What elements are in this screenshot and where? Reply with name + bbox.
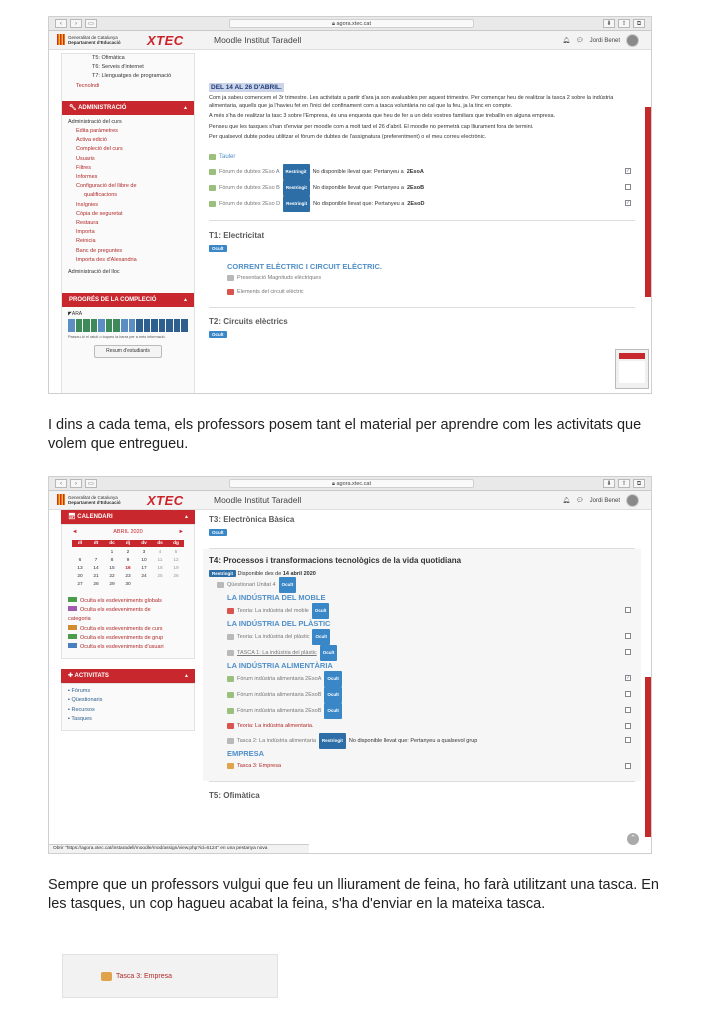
back-button[interactable]: ‹ xyxy=(55,479,67,488)
restriction-text: No disponible llevat que: Pertanyeu a xyxy=(313,200,405,207)
hidden-badge: Ocult xyxy=(312,629,330,645)
t1-heading: CORRENT ELÈCTRIC I CIRCUIT ELÈCTRIC. xyxy=(227,261,382,271)
section-title-t4[interactable]: T4: Processos i transformacions tecnològics de la vida quotidiana xyxy=(209,556,462,565)
alimentaria-forum-row xyxy=(227,703,635,719)
event-filter-link[interactable] xyxy=(68,606,194,615)
sidebar-topic-link[interactable]: T5: Ofimàtica xyxy=(92,55,125,61)
admin-item[interactable]: Banc de preguntes xyxy=(76,247,123,254)
calendar-block-header[interactable]: 📅︎ CALENDARI ▲ xyxy=(61,510,195,524)
progress-cell[interactable] xyxy=(83,319,90,332)
calendar-day[interactable]: 14 xyxy=(93,566,99,571)
hidden-badge: Ocult xyxy=(312,603,330,619)
admin-block-header[interactable]: 🔧︎ ADMINISTRACIÓ ▲ xyxy=(62,101,194,115)
chat-icon[interactable]: 💬︎ xyxy=(576,38,584,44)
event-filter-label: Oculta els esdeveniments de grup xyxy=(80,634,164,641)
completion-checkbox[interactable] xyxy=(625,763,631,769)
admin-item[interactable]: Administració del curs xyxy=(68,118,122,125)
course-main xyxy=(209,83,635,338)
completion-checkbox[interactable]: ✓ xyxy=(626,199,631,206)
pdf-icon xyxy=(227,723,234,729)
hidden-badge: Ocult xyxy=(209,245,227,252)
hidden-badge: Ocult xyxy=(209,331,227,338)
progress-now-label: ◤ARA xyxy=(68,311,83,318)
progress-hint: Passeu-hi el ratolí o toqueu la barra per a més informació. xyxy=(68,335,166,340)
progress-cell[interactable] xyxy=(129,319,136,332)
avatar[interactable] xyxy=(626,34,639,47)
sidebar-toggle-icon[interactable]: ▭ xyxy=(85,479,97,488)
alimentaria-forum-row xyxy=(227,671,635,687)
admin-item[interactable]: Còpia de seguretat xyxy=(76,210,123,217)
forum-list xyxy=(209,164,635,212)
calendar-day[interactable]: 11 xyxy=(157,558,163,563)
event-type-icon xyxy=(68,606,77,611)
tauler-link[interactable]: Tauler xyxy=(209,150,635,164)
calendar-day[interactable]: 10 xyxy=(141,558,147,563)
calendar-day xyxy=(88,550,104,555)
calendar-day[interactable]: 27 xyxy=(77,582,83,587)
admin-item[interactable]: Importa xyxy=(76,229,95,236)
restriction-text: No disponible llevat que: Pertanyeu a xyxy=(312,168,404,175)
assignment-icon: ▪ xyxy=(68,715,72,722)
forum-link[interactable]: Fòrum indústria alimentaria 2EsoA xyxy=(237,676,322,682)
xtec-logo[interactable]: XTEC xyxy=(147,33,184,48)
calendar-grid xyxy=(62,540,194,587)
share-icon[interactable]: ⇧ xyxy=(618,479,630,488)
announcement-paragraph: Per qualsevol dubte podeu utilitzar el fòrum de dubtes de l'assignatura (preferentment) o el meu correu electrònic. xyxy=(209,134,487,140)
calendar-day[interactable]: 22 xyxy=(109,574,115,579)
completion-checkbox[interactable] xyxy=(625,691,631,697)
calendar-day-header: dl xyxy=(72,540,88,547)
share-icon[interactable]: ⇧ xyxy=(618,19,630,28)
sidebar-topic-link[interactable]: Tecnolndi xyxy=(76,82,100,89)
restricted-badge: Restringit xyxy=(319,733,346,749)
hidden-badge: Ocult xyxy=(324,687,342,703)
forum-link[interactable]: Fòrum de dubtes 2Eso B xyxy=(219,184,280,191)
alimentaria-forums xyxy=(227,671,635,719)
calendar-prev-button[interactable]: ◄ xyxy=(72,529,78,535)
avatar[interactable] xyxy=(626,494,639,507)
completion-checkbox[interactable] xyxy=(625,184,631,190)
progress-cell[interactable] xyxy=(136,319,143,332)
completion-checkbox[interactable]: ✓ xyxy=(626,675,631,681)
section-title-t3[interactable]: T3: Electrònica Bàsica xyxy=(209,515,295,524)
progress-cell[interactable] xyxy=(91,319,98,332)
back-button[interactable]: ‹ xyxy=(55,19,67,28)
event-filter-label: Oculta els esdeveniments globals xyxy=(80,598,162,604)
calendar-day[interactable]: 20 xyxy=(77,574,83,579)
course-topics-list xyxy=(62,54,194,95)
activity-label: Recursos xyxy=(71,706,95,713)
hidden-badge: Ocult xyxy=(279,577,297,593)
page-scrollbar[interactable] xyxy=(645,677,651,837)
completion-checkbox[interactable] xyxy=(625,707,631,713)
calendar-day[interactable]: 8 xyxy=(110,558,114,563)
announcement xyxy=(209,95,635,142)
activity-link[interactable] xyxy=(68,696,194,705)
collapse-icon[interactable]: ▲ xyxy=(183,104,188,111)
forum-icon xyxy=(227,676,234,682)
forum-link[interactable]: Fòrum indústria alimentaria 2EsoB xyxy=(237,708,322,714)
restriction-text: No disponible llevat que: Pertanyeu a qualsevol grup xyxy=(348,738,478,744)
progress-cell[interactable] xyxy=(144,319,151,332)
calendar-day[interactable]: 15 xyxy=(109,566,115,571)
xtec-logo[interactable]: XTEC xyxy=(147,493,184,508)
address-bar[interactable]: 🔒︎ agora.xtec.cat xyxy=(229,479,474,488)
gencat-logo[interactable]: Generalitat de Catalunya Departament d'Educació xyxy=(57,494,121,505)
forum-icon: ▪ xyxy=(68,688,72,695)
restricted-badge: Restringit xyxy=(283,164,310,180)
section-title-t5[interactable]: T5: Ofimàtica xyxy=(209,791,260,800)
forward-button[interactable]: › xyxy=(70,479,82,488)
caption-2: Sempre que un professors vulgui que feu un lliurament de feina, ho farà utilitzant una tasca. En les tasques, un cop hagueu acabat la feina, s'ha d'enviar en la mateixa tasca. xyxy=(48,877,659,912)
site-name[interactable]: Moodle Institut Taradell xyxy=(214,495,302,505)
assignment-icon xyxy=(227,763,234,769)
chat-icon[interactable]: 💬︎ xyxy=(576,498,584,504)
forum-link[interactable]: Fòrum de dubtes 2Eso A xyxy=(219,168,280,175)
calendar-day[interactable]: 16 xyxy=(125,566,131,571)
forum-row xyxy=(209,180,635,196)
calendar-day xyxy=(152,582,168,587)
activities-list xyxy=(61,683,195,731)
event-type-icon xyxy=(68,625,77,630)
file-icon xyxy=(227,275,234,281)
completion-checkbox[interactable] xyxy=(625,723,631,729)
admin-item[interactable]: Restaura xyxy=(76,220,99,227)
forum-link[interactable]: Fòrum indústria alimentaria 2EsoB xyxy=(237,692,322,698)
progress-cell[interactable] xyxy=(159,319,166,332)
event-filter-label: Oculta els esdeveniments de curs xyxy=(80,625,163,632)
bell-icon[interactable]: 🔔︎ xyxy=(562,498,571,504)
tasca3-link[interactable]: Tasca 3: Empresa xyxy=(237,763,282,769)
progress-cell[interactable] xyxy=(113,319,120,332)
event-type-icon xyxy=(68,634,77,639)
progress-cell[interactable] xyxy=(174,319,181,332)
scroll-top-icon[interactable]: ⌃ xyxy=(627,833,639,845)
bell-icon[interactable]: 🔔︎ xyxy=(562,38,571,44)
calendar-day[interactable]: 17 xyxy=(141,566,147,571)
t1-resource xyxy=(227,285,635,299)
hidden-badge: Ocult xyxy=(324,703,342,719)
forum-icon xyxy=(227,708,234,714)
calendar-day[interactable]: 26 xyxy=(173,574,179,579)
progress-block-header[interactable]: PROGRÉS DE LA COMPLECIÓ ▲ xyxy=(62,293,194,307)
calendar-day[interactable]: 2 xyxy=(126,550,130,555)
activity-link[interactable] xyxy=(68,706,194,715)
assignment-icon xyxy=(101,972,112,981)
heading-moble: LA INDÚSTRIA DEL MOBLE xyxy=(227,593,326,602)
site-name[interactable]: Moodle Institut Taradell xyxy=(214,35,302,45)
progress-cell[interactable] xyxy=(181,319,188,332)
progress-bar[interactable] xyxy=(68,319,188,332)
admin-item[interactable]: Edita paràmetres xyxy=(76,128,118,135)
progress-cell[interactable] xyxy=(121,319,128,332)
hidden-badge: Ocult xyxy=(320,645,338,661)
activity-link[interactable] xyxy=(68,687,194,696)
progress-cell[interactable] xyxy=(151,319,158,332)
sidebar-topic-link[interactable]: T6: Serveis d'internet xyxy=(92,64,144,71)
completion-checkbox[interactable] xyxy=(625,649,631,655)
tasca-crop xyxy=(62,954,278,998)
tabs-icon[interactable]: ⧉ xyxy=(633,479,645,488)
forum-icon xyxy=(227,692,234,698)
moodle-header xyxy=(49,31,651,50)
calendar-day[interactable]: 9 xyxy=(126,558,130,563)
group-name: 2EsoB xyxy=(406,184,425,191)
progress-cell[interactable] xyxy=(98,319,105,332)
assignment-icon xyxy=(227,738,234,744)
assignment-icon xyxy=(227,650,234,656)
resource-icon: ▪ xyxy=(68,706,72,713)
admin-item[interactable]: Usuaris xyxy=(76,155,95,162)
admin-item[interactable]: Administració del lloc xyxy=(68,269,120,276)
restricted-badge: Restringit xyxy=(209,570,236,577)
forum-icon xyxy=(209,169,216,175)
progress-cell[interactable] xyxy=(76,319,83,332)
completion-checkbox[interactable]: ✓ xyxy=(626,167,631,174)
admin-item[interactable]: Informes xyxy=(76,174,98,181)
status-bar: Obrir "https://agora.xtec.cat/instaradell/moodle/mod/assign/view.php?id=6124" en una pestanya nova xyxy=(49,844,309,853)
calendar-next-button[interactable]: ► xyxy=(178,529,184,535)
lock-icon: 🔒︎ xyxy=(331,21,335,27)
calendar-day xyxy=(72,550,88,555)
catalan-flag-icon xyxy=(57,34,65,45)
calendar-day[interactable]: 13 xyxy=(77,566,83,571)
forum-icon xyxy=(209,154,216,160)
calendar-day[interactable]: 7 xyxy=(94,558,98,563)
calendar-day[interactable]: 30 xyxy=(125,582,131,587)
file-icon xyxy=(227,634,234,640)
quiz-icon: ▪ xyxy=(68,697,72,704)
moodle-header xyxy=(49,491,651,510)
calendar-day[interactable]: 4 xyxy=(158,550,162,555)
calendar-day[interactable]: 28 xyxy=(93,582,99,587)
admin-item[interactable]: Configuració del llibre de xyxy=(76,183,137,190)
screenshot-course-page xyxy=(48,16,652,394)
admin-item[interactable]: Activa edició xyxy=(76,137,107,144)
alimentaria-forum-row xyxy=(227,687,635,703)
restricted-badge: Restringit xyxy=(283,196,310,212)
event-filter-link[interactable] xyxy=(68,643,194,652)
heading-empresa: EMPRESA xyxy=(227,749,265,758)
alimentaria-teoria-link[interactable]: Teoria: La indústria alimentaria. xyxy=(237,723,314,729)
admin-item[interactable]: Filtres xyxy=(76,164,91,171)
calendar-day xyxy=(136,582,152,587)
date-heading: DEL 14 AL 26 D'ABRIL. xyxy=(211,84,282,91)
calendar-day[interactable]: 23 xyxy=(125,574,131,579)
calendar-day[interactable]: 21 xyxy=(93,574,99,579)
calendar-day-header: dj xyxy=(120,540,136,547)
group-name: 2EsoD xyxy=(407,200,425,207)
download-icon[interactable]: ⬇ xyxy=(603,479,615,488)
calendar-event-filters xyxy=(62,597,194,652)
user-name[interactable]: Jordi Benet xyxy=(589,37,620,44)
calendar-day-header: dc xyxy=(104,540,120,547)
student-summary-button[interactable]: Resum d'estudiants xyxy=(94,345,162,358)
activity-label: Fòrums xyxy=(71,688,91,695)
admin-item[interactable]: Insígnies xyxy=(76,201,99,208)
quiz-link[interactable]: Qüestionari Unitat 4 xyxy=(227,582,276,588)
sidebar xyxy=(61,53,195,394)
activities-block-header[interactable]: ✚ ACTIVITATS ▲ xyxy=(61,669,195,683)
activity-link[interactable] xyxy=(68,715,194,724)
calendar-day-header: ds xyxy=(152,540,168,547)
screenshot-thumbnail xyxy=(615,349,649,389)
event-filter-label: categoria xyxy=(68,616,91,623)
forum-row xyxy=(209,164,635,180)
heading-alimentaria: LA INDÚSTRIA ALIMENTÀRIA xyxy=(227,661,333,670)
calendar-day[interactable]: 24 xyxy=(141,574,147,579)
completion-checkbox[interactable] xyxy=(625,633,631,639)
address-bar[interactable]: 🔒︎ agora.xtec.cat xyxy=(229,19,474,28)
admin-list xyxy=(62,115,194,281)
calendar-day[interactable]: 18 xyxy=(157,566,163,571)
event-filter-label: Oculta els esdeveniments de xyxy=(80,607,151,614)
sidebar-toggle-icon[interactable]: ▭ xyxy=(85,19,97,28)
event-filter-link[interactable] xyxy=(68,615,194,624)
tasca1-link[interactable]: TASCA 1: La indústria del plàstic xyxy=(237,650,317,656)
calendar-day[interactable]: 5 xyxy=(174,550,178,555)
event-filter-link[interactable] xyxy=(68,625,194,634)
page-scrollbar[interactable] xyxy=(645,107,651,297)
sidebar xyxy=(61,510,195,762)
calendar-month: ABRIL 2020 xyxy=(113,529,143,535)
forum-row xyxy=(209,196,635,212)
collapse-icon[interactable]: ▲ xyxy=(183,297,188,304)
calendar-day[interactable]: 29 xyxy=(109,582,115,587)
t1-resource xyxy=(227,271,635,285)
progress-cell[interactable] xyxy=(68,319,75,332)
calendar-day[interactable]: 25 xyxy=(157,574,163,579)
calendar-day-header: dg xyxy=(168,540,184,547)
hidden-badge: Ocult xyxy=(324,671,342,687)
restriction-text: No disponible llevat que: Pertanyeu a xyxy=(312,184,404,191)
forum-link[interactable]: Fòrum de dubtes 2Eso D xyxy=(219,200,281,207)
collapse-icon[interactable]: ▲ xyxy=(184,673,189,680)
t1-items xyxy=(227,271,635,299)
admin-item[interactable]: qualificacions xyxy=(84,192,118,199)
calendar-day[interactable]: 3 xyxy=(142,550,146,555)
event-filter-label: Oculta els esdeveniments d'usuari xyxy=(80,644,164,651)
catalan-flag-icon xyxy=(57,494,65,505)
event-filter-link[interactable] xyxy=(68,634,194,643)
section-title-t1[interactable]: T1: Electricitat xyxy=(209,230,265,240)
calendar-day[interactable]: 6 xyxy=(78,558,82,563)
activity-label: Qüestionaris xyxy=(71,697,103,704)
gencat-logo[interactable]: Generalitat de Catalunya Departament d'Educació xyxy=(57,34,121,45)
announcement-paragraph: Com ja sabeu comencem el 3r trimestre. Les activitats a partir d'ara ja son avaluables per aquest trimestre. Per començar heu de realitzar la tasca 2 sobre la indústria alimentaria, aquells que ja l'havieu fet en l'inici del confinament com a tasca voluntària no cal que la feu, ja la tinc en compte. xyxy=(209,95,614,109)
forward-button[interactable]: › xyxy=(70,19,82,28)
completion-checkbox[interactable] xyxy=(625,607,631,613)
screenshot-topic-page xyxy=(48,476,652,854)
pdf-icon xyxy=(227,289,234,295)
resource-link[interactable]: Elements del circuit elèctric xyxy=(237,288,304,295)
section-title-t2[interactable]: T2: Circuits elèctrics xyxy=(209,316,288,326)
admin-item[interactable]: Importa des d'Alexandria xyxy=(76,256,137,263)
calendar-day[interactable]: 1 xyxy=(110,550,114,555)
course-main: T3: Electrònica Bàsica Ocult T4: Processos i transformacions tecnològics de la vida quotidiana Restringit Disponible des de 14 abril 2020 Qüestionari Unitat 4 Ocult LA INDÚSTRIA DEL MOBLE Teoria: La indústria del moble Ocult LA INDÚSTRIA DEL PLÀSTIC Teoria: La indústria del plàstic Ocult TASCA 1: La indústria del plàstic Ocult LA INDÚSTRIA ALIMENTÀRIA Fòrum indústria alimentaria 2EsoA Ocult ✓ Fòrum indústria alimentaria 2EsoB Ocult Fòrum indústria alimentaria 2EsoB Ocult Teoria: La indústria alimentaria. Tasca 2: La indústria alimentaria Restringit No disponible llevat que: Pertanyeu a qualsevol grup EMPRESA Tasca 3: Empresa T5: Ofimàtica xyxy=(209,515,635,800)
collapse-icon[interactable]: ▲ xyxy=(184,514,189,520)
calendar-day[interactable]: 19 xyxy=(173,566,179,571)
forum-icon xyxy=(209,201,216,207)
announcement-paragraph: Penseu que les tasques s'han d'enviar per moodle com a molt tard el 26 d'abril. El moodle no permetrà cap lliurament fora de termini. xyxy=(209,123,534,130)
pdf-icon xyxy=(227,608,234,614)
resource-link[interactable]: Presentació Magnituds elèctriques xyxy=(237,274,322,281)
browser-toolbar xyxy=(49,17,651,31)
completion-checkbox[interactable] xyxy=(625,737,631,743)
lock-icon: 🔒︎ xyxy=(331,481,335,487)
plastic-link[interactable]: Teoria: La indústria del plàstic xyxy=(237,634,310,640)
admin-item[interactable]: Compleció del curs xyxy=(76,146,123,153)
tasca2-link[interactable]: Tasca 2: La indústria alimentaria xyxy=(237,738,316,744)
moble-link[interactable]: Teoria: La indústria del moble xyxy=(237,608,309,614)
download-icon[interactable]: ⬇ xyxy=(603,19,615,28)
calendar-day-header: dv xyxy=(136,540,152,547)
tasca3-link[interactable]: Tasca 3: Empresa xyxy=(116,973,173,980)
browser-toolbar xyxy=(49,477,651,491)
event-filter-link[interactable] xyxy=(68,597,194,606)
progress-cell[interactable] xyxy=(106,319,113,332)
admin-item[interactable]: Reinicia xyxy=(76,238,96,245)
tabs-icon[interactable]: ⧉ xyxy=(633,19,645,28)
progress-cell[interactable] xyxy=(166,319,173,332)
hidden-badge: Ocult xyxy=(209,529,227,536)
caption-1: I dins a cada tema, els professors posem tant el material per aprendre com les activitats que volem que entregueu. xyxy=(48,417,642,452)
user-name[interactable]: Jordi Benet xyxy=(589,497,620,504)
forum-icon xyxy=(209,185,216,191)
restricted-badge: Restringit xyxy=(283,180,310,196)
heading-plastic: LA INDÚSTRIA DEL PLÀSTIC xyxy=(227,619,331,628)
calendar-day[interactable]: 12 xyxy=(173,558,179,563)
activity-label: Tasques xyxy=(71,715,92,722)
calendar-day xyxy=(168,582,184,587)
progress-block xyxy=(62,307,194,362)
event-type-icon xyxy=(68,643,77,648)
group-name: 2EsoA xyxy=(406,168,424,175)
sidebar-topic-link[interactable]: T7: Llenguatges de programació xyxy=(92,73,172,80)
calendar-day-header: dt xyxy=(88,540,104,547)
event-type-icon xyxy=(68,597,77,602)
announcement-paragraph: A més s'ha de realitzar la tasc 3 sobre l'Empresa, és una enquesta que heu de fer a un dels vostres familiars que treballin en alguna empresa. xyxy=(209,113,556,119)
quiz-icon xyxy=(217,582,224,588)
